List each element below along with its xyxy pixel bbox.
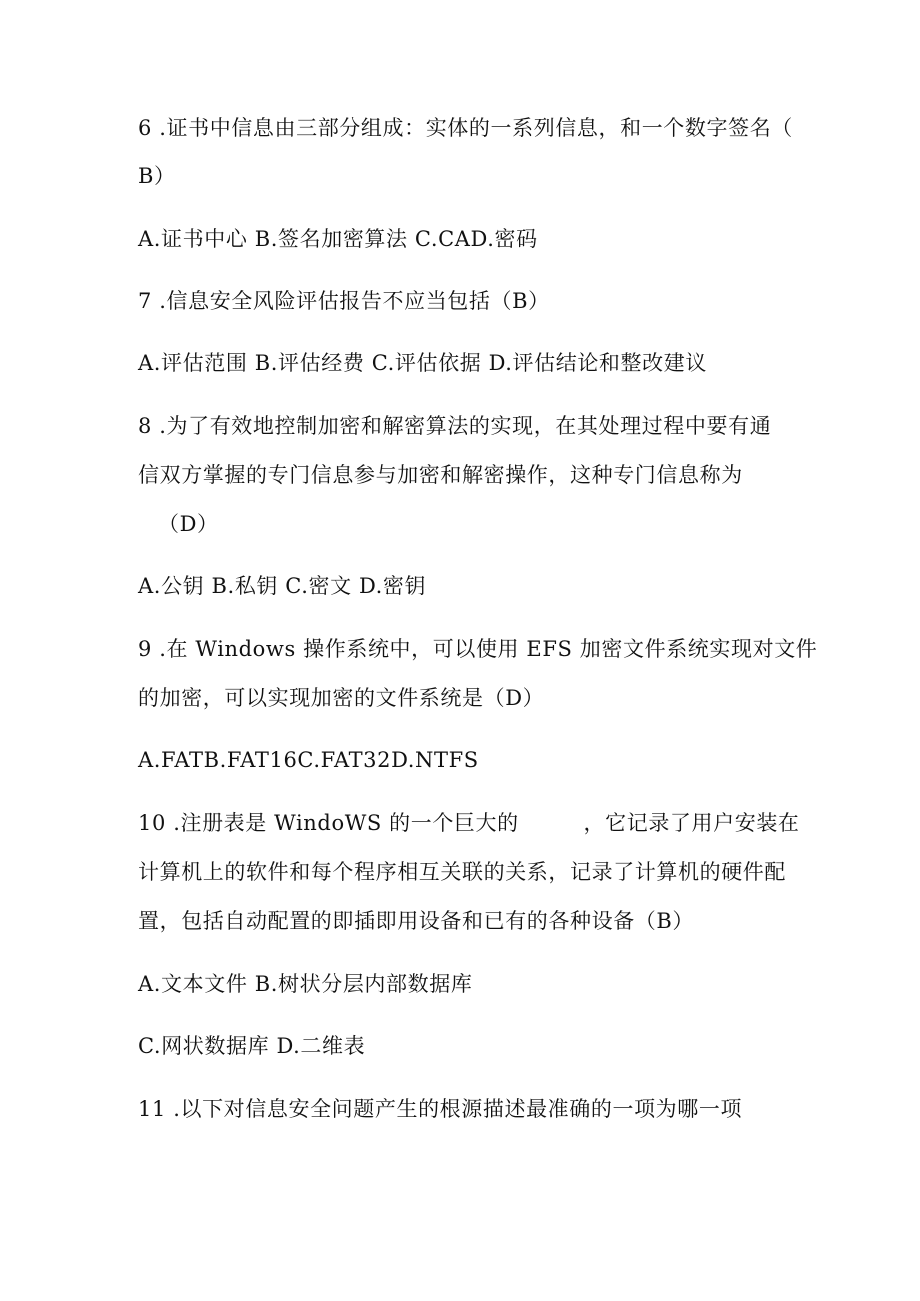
q8-stem-line-3: （D） — [158, 512, 219, 536]
q10-stem-line-2: 计算机上的软件和每个程序相互关联的关系，记录了计算机的硬件配 — [138, 860, 786, 884]
q8-stem-line-1: 8 .为了有效地控制加密和解密算法的实现，在其处理过程中要有通 — [138, 414, 772, 438]
q10-stem-line-1: 10 .注册表是 WindoWS 的一个巨大的 ，它记录了用户安装在 — [138, 811, 800, 835]
q8-options: A.公钥 B.私钥 C.密文 D.密钥 — [138, 574, 427, 598]
q10-options-line-1: A.文本文件 B.树状分层内部数据库 — [138, 972, 473, 996]
q8-stem-line-2: 信双方掌握的专门信息参与加密和解密操作，这种专门信息称为 — [138, 463, 743, 487]
q6-options: A.证书中心 B.签名加密算法 C.CAD.密码 — [138, 227, 538, 251]
q9-stem-line-1: 9 .在 Windows 操作系统中，可以使用 EFS 加密文件系统实现对文件 — [138, 637, 818, 661]
q7-options: A.评估范围 B.评估经费 C.评估依据 D.评估结论和整改建议 — [138, 351, 707, 375]
q10-options-line-2: C.网状数据库 D.二维表 — [138, 1034, 366, 1058]
q10-stem-line-3: 置，包括自动配置的即插即用设备和已有的各种设备（B） — [138, 909, 695, 933]
q6-stem-line-1: 6 .证书中信息由三部分组成：实体的一系列信息，和一个数字签名（ — [138, 116, 793, 140]
q11-stem-line-1: 11 .以下对信息安全问题产生的根源描述最准确的一项为哪一项 — [138, 1097, 743, 1121]
q9-options: A.FATB.FAT16C.FAT32D.NTFS — [138, 748, 479, 772]
q7-stem-line-1: 7 .信息安全风险评估报告不应当包括（B） — [138, 289, 550, 313]
q6-stem-line-2: B） — [138, 164, 176, 188]
q9-stem-line-2: 的加密，可以实现加密的文件系统是（D） — [138, 686, 545, 710]
